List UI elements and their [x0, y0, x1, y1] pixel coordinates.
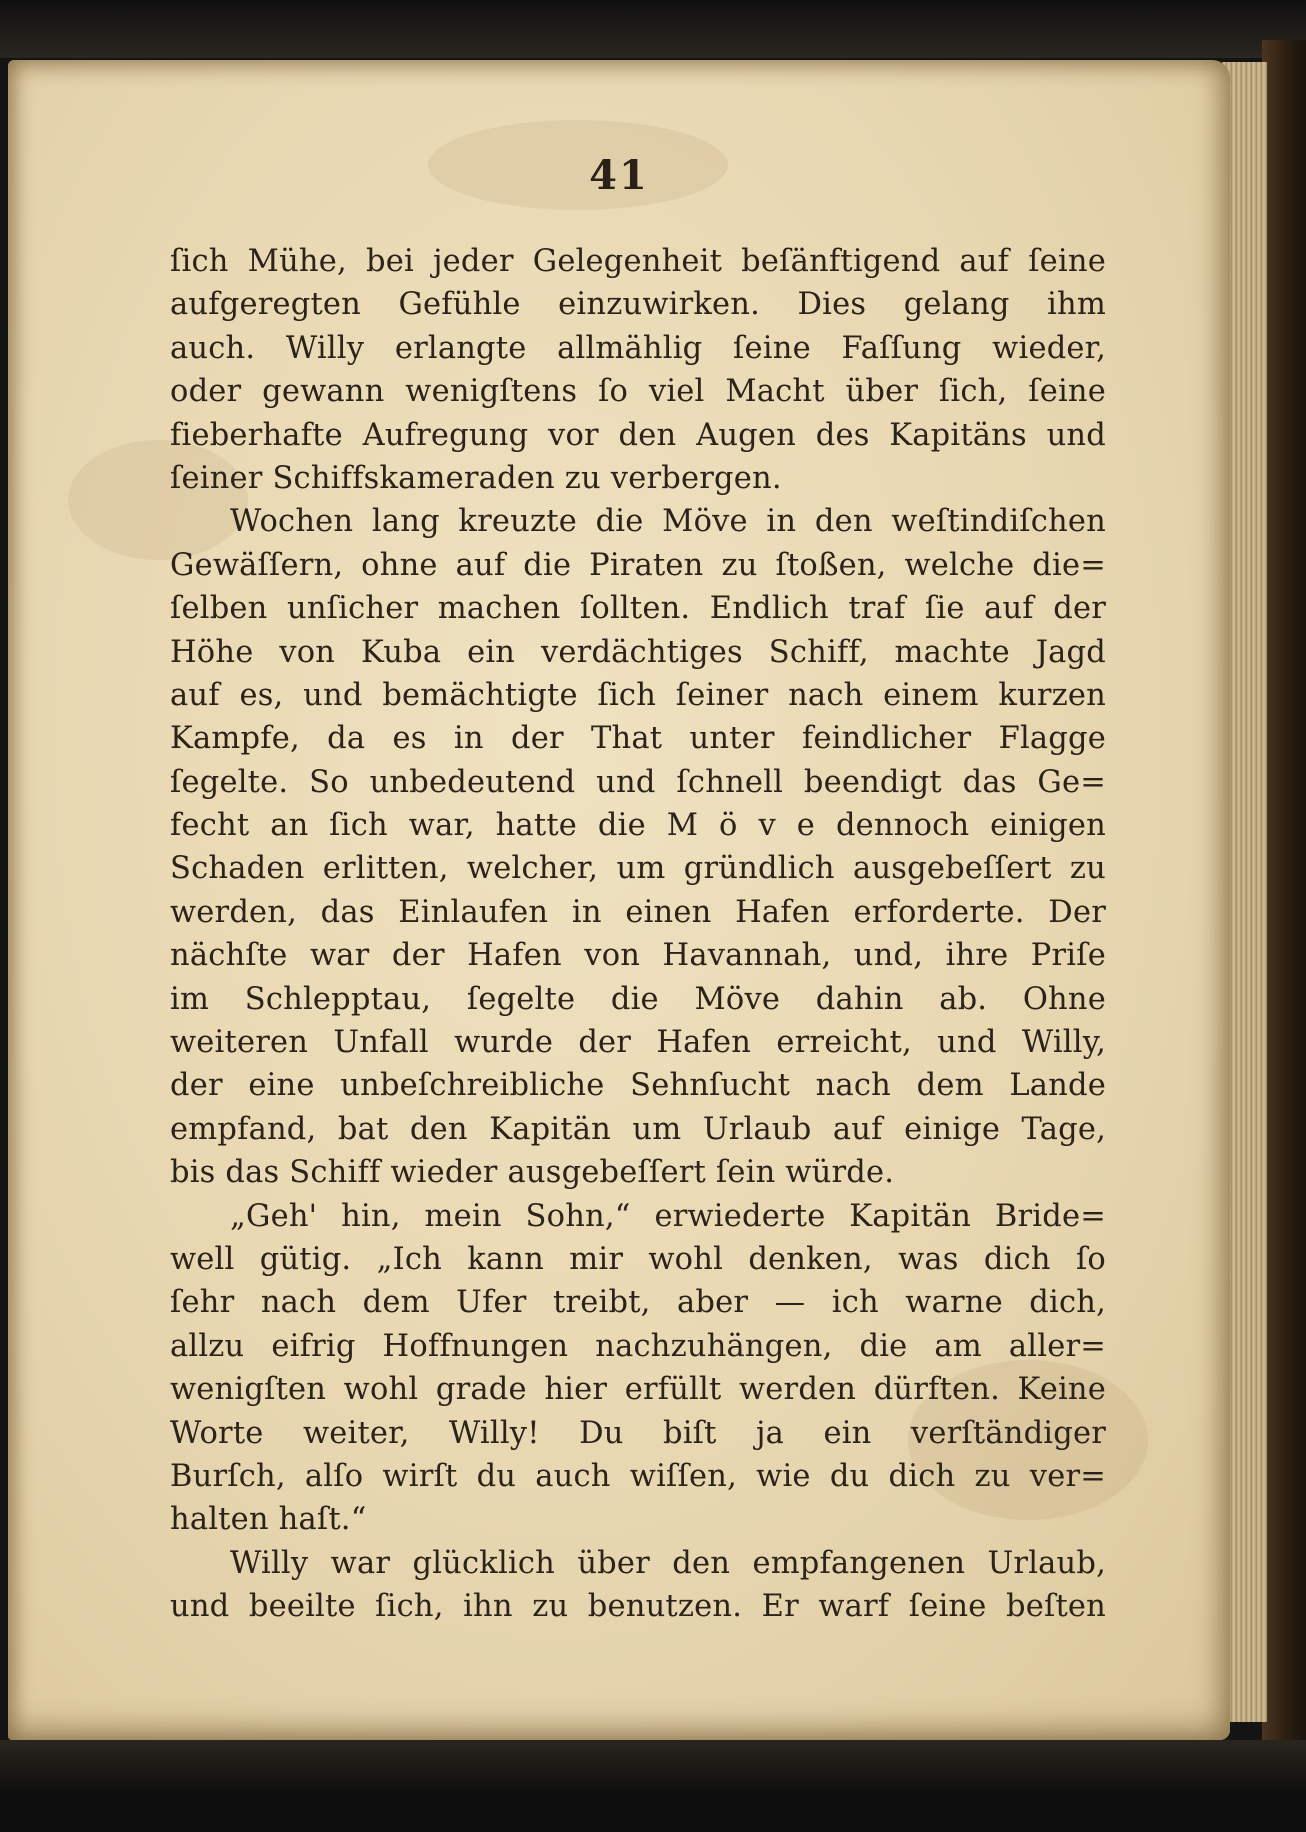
text-line: der eine unbeſchreibliche Sehnſucht nach dem Lande [170, 1068, 1106, 1104]
text-line: bis das Schiff wieder ausgebeſſert ſein würde. [170, 1155, 895, 1191]
text-line: weiteren Unfall wurde der Hafen erreicht, und Willy, [170, 1025, 1106, 1061]
text-line: Gewäſſern, ohne auf die Piraten zu ſtoßen, welche die= [170, 547, 1106, 583]
text-line: Schaden erlitten, welcher, um gründlich ausgebeſſert zu [170, 851, 1106, 887]
text-line: Kampfe, da es in der That unter feindlicher Flagge [170, 721, 1106, 757]
text-line: Wochen lang kreuzte die Möve in den weſtindiſchen [230, 504, 1106, 540]
text-line: auf es, und bemächtigte ſich ſeiner nach einem kurzen [170, 677, 1106, 713]
book-page [8, 60, 1230, 1740]
text-line: Burſch, alſo wirſt du auch wiſſen, wie du dich zu ver= [170, 1458, 1106, 1494]
text-line: allzu eifrig Hoffnungen nachzuhängen, die am aller= [170, 1328, 1106, 1364]
text-line: auch. Willy erlangte allmählig ſeine Faſſung wieder, [170, 330, 1106, 366]
text-line: fieberhafte Aufregung vor den Augen des Kapitäns und [170, 417, 1106, 453]
text-line: Willy war glücklich über den empfangenen Urlaub, [230, 1545, 1106, 1581]
text-line: well gütig. „Ich kann mir wohl denken, was dich ſo [170, 1241, 1106, 1277]
text-line: ſegelte. So unbedeutend und ſchnell beendigt das Ge= [170, 764, 1106, 800]
text-line: oder gewann wenigſtens ſo viel Macht über ſich, ſeine [170, 374, 1106, 410]
text-line: ſelben unſicher machen ſollten. Endlich traf ſie auf der [170, 591, 1106, 627]
text-line: halten haſt.“ [170, 1502, 367, 1538]
text-line: ſeiner Schiffskameraden zu verbergen. [170, 460, 782, 496]
text-line: nächſte war der Hafen von Havannah, und, ihre Priſe [170, 938, 1106, 974]
text-line: Höhe von Kuba ein verdächtiges Schiff, machte Jagd [170, 634, 1106, 670]
book-cover-top [0, 0, 1306, 58]
book-cover-board [1262, 40, 1306, 1750]
text-line: wenigſten wohl grade hier erfüllt werden dürften. Keine [170, 1372, 1106, 1408]
book-cover-bottom [0, 1740, 1306, 1832]
body-text [170, 240, 1106, 1629]
text-line: empfand, bat den Kapitän um Urlaub auf einige Tage, [170, 1111, 1106, 1147]
text-line: aufgeregten Gefühle einzuwirken. Dies gelang ihm [170, 287, 1106, 323]
text-line: und beeilte ſich, ihn zu benutzen. Er warf ſeine beſten [170, 1589, 1106, 1625]
text-line: ſich Mühe, bei jeder Gelegenheit beſänftigend auf ſeine [170, 244, 1106, 279]
text-line: fecht an ſich war, hatte die M ö v e dennoch einigen [170, 808, 1106, 844]
text-line: „Geh' hin, mein Sohn,“ erwiederte Kapitän Bride= [230, 1198, 1106, 1234]
text-line: im Schlepptau, ſegelte die Möve dahin ab. Ohne [170, 981, 1106, 1017]
text-line: ſehr nach dem Ufer treibt, aber — ich warne dich, [170, 1285, 1106, 1321]
text-line: Worte weiter, Willy! Du biſt ja ein verſtändiger [170, 1415, 1106, 1451]
text-line: werden, das Einlaufen in einen Hafen erforderte. Der [170, 894, 1106, 930]
page-number: 41 [589, 152, 649, 199]
